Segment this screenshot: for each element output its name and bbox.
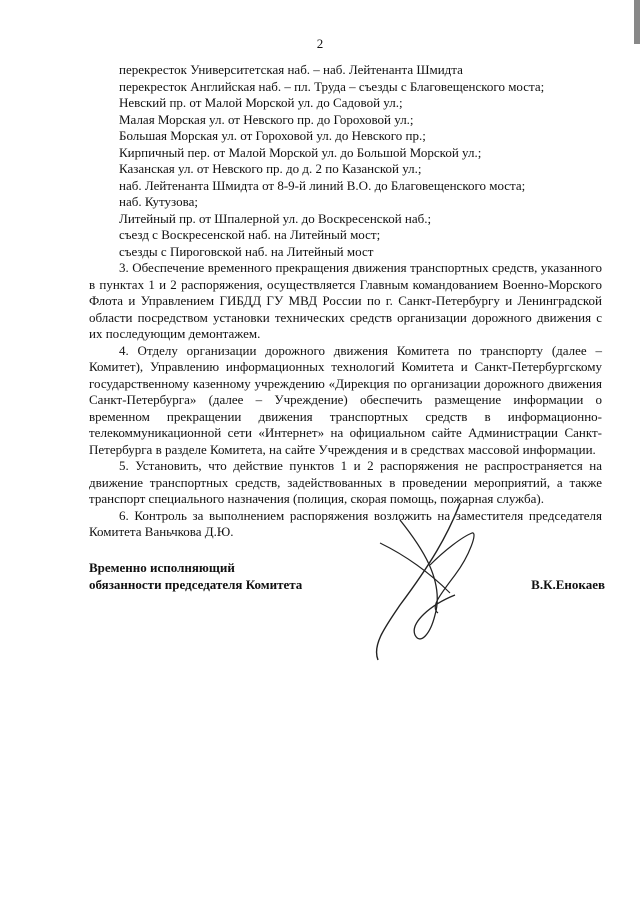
list-item: Казанская ул. от Невского пр. до д. 2 по Казанской ул.; xyxy=(119,161,422,176)
signatory-title xyxy=(89,560,602,593)
signatory-name: В.К.Енокаев xyxy=(531,577,605,592)
list-item: перекресток Английская наб. – пл. Труда – съезды с Благовещенского моста; xyxy=(119,78,545,94)
list-item: Малая Морская ул. от Невского пр. до Гороховой ул.; xyxy=(119,111,414,127)
paragraph-4: 4. Отделу организации дорожного движения Комитета по транспорту (далее – Комитет), Управлению информационных технологий Комитета и Санкт-Петербургскому государственному казенному учреждению «Дирекция по организации дорожного движения Санкт-Петербурга» (далее – Учреждение) обеспечить размещение информации о временном прекращении движения транспортных средств в информационно-телекоммуникационной сети «Интернет» на официальном сайте Администрации Санкт-Петербурга в разделе Комитета, на сайте Учреждения и в средствах массовой информации. xyxy=(89,342,602,457)
road-list xyxy=(89,62,602,260)
list-item: съезд с Воскресенской наб. на Литейный мост; xyxy=(119,227,381,242)
list-item: Невский пр. от Малой Морской ул. до Садовой ул.; xyxy=(119,95,403,110)
paragraph-3: 3. Обеспечение временного прекращения движения транспортных средств, указанного в пунктах 1 и 2 распоряжения, осуществляется Главным командованием Военно-Морского Флота и Управлением ГИБДД ГУ МВД России по г. Санкт-Петербургу и Ленинградской области посредством установки технических средств организации дорожного движения с их последующим демонтажем. xyxy=(89,260,602,341)
signatory-title-line2: обязанности председателя Комитета xyxy=(89,576,303,592)
list-item: Кирпичный пер. от Малой Морской ул. до Большой Морской ул.; xyxy=(119,144,482,160)
list-item: перекресток Университетская наб. – наб. Лейтенанта Шмидта xyxy=(119,62,463,77)
list-item: Литейный пр. от Шпалерной ул. до Воскресенской наб.; xyxy=(119,210,432,226)
signatory-title-line1: Временно исполняющий xyxy=(89,560,235,575)
handwritten-signature xyxy=(360,495,510,665)
list-item: наб. Лейтенанта Шмидта от 8-9-й линий В.О. до Благовещенского моста; xyxy=(119,177,526,193)
list-item: Большая Морская ул. от Гороховой ул. до Невского пр.; xyxy=(119,128,426,143)
paragraph-5: 5. Установить, что действие пунктов 1 и 2 распоряжения не распространяется на движение транспортных средств, задействованных в проведении мероприятий, а также транспорт специального назначения (полиция, скорая помощь, пожарная служба). xyxy=(89,458,602,506)
list-item: наб. Кутузова; xyxy=(119,194,198,209)
paragraph-6: 6. Контроль за выполнением распоряжения возложить на заместителя председателя Комитета Ваньчкова Д.Ю. xyxy=(89,507,602,539)
document-body xyxy=(89,62,602,541)
page-number: 2 xyxy=(316,36,324,51)
list-item: съезды с Пироговской наб. на Литейный мост xyxy=(119,243,374,259)
